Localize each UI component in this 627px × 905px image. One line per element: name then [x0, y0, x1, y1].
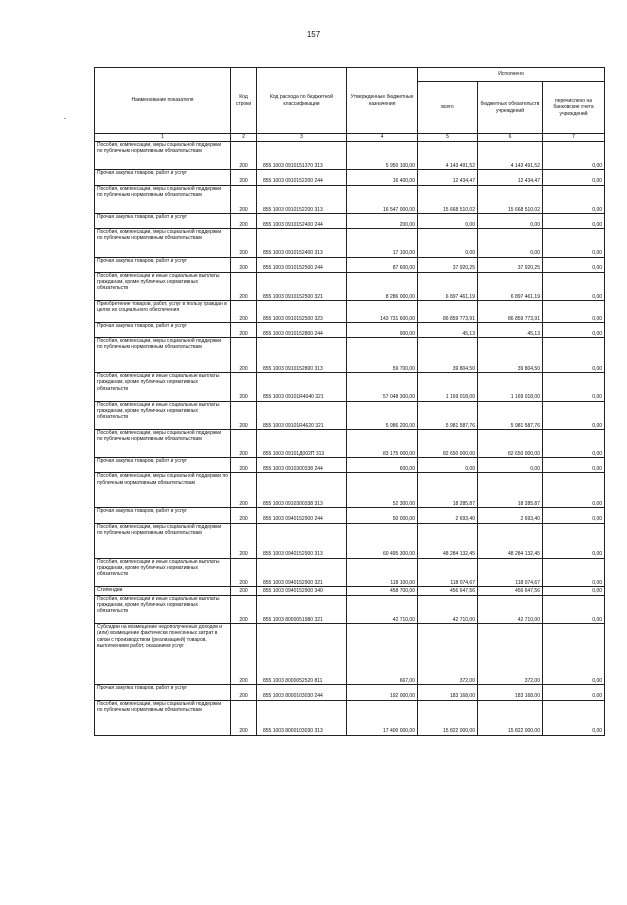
row-code: 200: [231, 700, 257, 735]
row-name: Пособия, компенсации, меры социальной поддержки по публичным нормативным обязательствам: [95, 338, 231, 373]
row-total: 48 284 132,45: [418, 523, 478, 558]
row-transferred: 0,00: [543, 429, 605, 457]
row-approved: 667,00: [347, 624, 418, 685]
row-approved: 17 400 000,00: [347, 700, 418, 735]
row-approved: 60 495 300,00: [347, 523, 418, 558]
row-total: 2 693,40: [418, 508, 478, 523]
row-classification: 855 1003 8000103030 244: [257, 685, 347, 700]
row-classification: 855 1003 8000103030 313: [257, 700, 347, 735]
row-total: 4 143 491,52: [418, 142, 478, 170]
row-total: 86 859 773,91: [418, 301, 478, 323]
row-approved: 8 286 000,00: [347, 272, 418, 300]
row-name: Пособия, компенсация, меры социальной поддержки по публичным нормативным обязательствам: [95, 473, 231, 508]
row-classification: 855 1003 8000052520 811: [257, 624, 347, 685]
row-total: 1 169 018,00: [418, 373, 478, 401]
row-transferred: 0,00: [543, 257, 605, 272]
row-approved: 458 700,00: [347, 587, 418, 596]
row-total: 37 920,25: [418, 257, 478, 272]
row-approved: 16 547 000,00: [347, 185, 418, 213]
row-budget-obligations: 82 650 000,00: [478, 429, 543, 457]
row-total: 39 804,50: [418, 338, 478, 373]
row-budget-obligations: 372,00: [478, 624, 543, 685]
row-total: 456 647,56: [418, 587, 478, 596]
row-code: 200: [231, 523, 257, 558]
row-transferred: 0,00: [543, 142, 605, 170]
row-name: Прочая закупка товаров, работ и услуг: [95, 508, 231, 523]
row-approved: 5 986 200,00: [347, 401, 418, 429]
header-classification: Код расхода по бюджетной классификации: [257, 68, 347, 134]
row-code: 200: [231, 257, 257, 272]
row-total: 0,00: [418, 229, 478, 257]
row-approved: 17 100,00: [347, 229, 418, 257]
header-approved: Утвержденные бюджетные назначения: [347, 68, 418, 134]
row-transferred: 0,00: [543, 473, 605, 508]
row-code: 200: [231, 458, 257, 473]
row-budget-obligations: 42 710,00: [478, 595, 543, 623]
row-transferred: 0,00: [543, 373, 605, 401]
row-name: Прочая закупка товаров, работ и услуг: [95, 458, 231, 473]
row-budget-obligations: 183 168,00: [478, 685, 543, 700]
row-approved: 900,00: [347, 322, 418, 337]
row-total: 45,13: [418, 322, 478, 337]
row-code: 200: [231, 213, 257, 228]
table-row: [95, 185, 605, 213]
row-transferred: 0,00: [543, 272, 605, 300]
row-total: 15 668 510,02: [418, 185, 478, 213]
row-approved: 118 100,00: [347, 558, 418, 586]
row-code: 200: [231, 338, 257, 373]
row-name: Пособия, компенсации, меры социальной поддержки по публичным нормативным обязательствам: [95, 229, 231, 257]
row-code: 200: [231, 301, 257, 323]
row-classification: 855 1003 09101R4620 321: [257, 401, 347, 429]
column-number: 2: [231, 134, 257, 142]
row-transferred: 0,00: [543, 685, 605, 700]
table-row: [95, 558, 605, 586]
table-row: [95, 473, 605, 508]
row-approved: 59 700,00: [347, 338, 418, 373]
header-budget-obligations: бюджетных обязательств учреждений: [478, 82, 543, 134]
row-name: Пособия, компенсации, меры социальной поддержки по публичным нормативным обязательствам: [95, 185, 231, 213]
row-budget-obligations: 15 668 510,02: [478, 185, 543, 213]
table-row: [95, 700, 605, 735]
row-transferred: 0,00: [543, 322, 605, 337]
row-name: Пособия, компенсации, меры социальной поддержки по публичным нормативным обязательствам: [95, 523, 231, 558]
row-classification: 855 1003 0910152400 244: [257, 213, 347, 228]
row-name: Пособия, компенсации, меры социальной поддержки по публичным нормативным обязательствам: [95, 700, 231, 735]
table-row: [95, 401, 605, 429]
row-name: Стипендии: [95, 587, 231, 596]
column-number: 4: [347, 134, 418, 142]
row-name: Прочая закупка товаров, работ и услуг: [95, 685, 231, 700]
row-budget-obligations: 0,00: [478, 213, 543, 228]
table-row: [95, 523, 605, 558]
row-name: Пособия, компенсации и иные социальные выплаты гражданам, кроме публичных нормативных обязательств: [95, 595, 231, 623]
row-code: 200: [231, 401, 257, 429]
header-name: Наименование показателя: [95, 68, 231, 134]
row-total: 0,00: [418, 458, 478, 473]
row-budget-obligations: 456 647,56: [478, 587, 543, 596]
page-number: 157: [306, 30, 321, 39]
row-budget-obligations: 1 169 018,00: [478, 373, 543, 401]
row-name: Пособия, компенсации и иные социальные выплаты гражданам, кроме публичных нормативных обязательств: [95, 558, 231, 586]
row-classification: 855 1003 0940152900 244: [257, 508, 347, 523]
row-classification: 855 1003 09101Д002П 313: [257, 429, 347, 457]
budget-execution-table: [94, 67, 605, 736]
row-approved: 16 400,00: [347, 170, 418, 185]
table-row: [95, 373, 605, 401]
row-approved: 600,00: [347, 458, 418, 473]
table-row: [95, 429, 605, 457]
row-name: Прочая закупка товаров, работ и услуг: [95, 170, 231, 185]
row-approved: 192 000,00: [347, 685, 418, 700]
row-total: 15 822 000,00: [418, 700, 478, 735]
table-row: [95, 624, 605, 685]
row-approved: 57 048 300,00: [347, 373, 418, 401]
table-row: [95, 595, 605, 623]
row-code: 200: [231, 322, 257, 337]
row-classification: 855 1003 0940152900 313: [257, 523, 347, 558]
row-budget-obligations: 0,00: [478, 229, 543, 257]
row-code: 200: [231, 229, 257, 257]
row-transferred: 0,00: [543, 401, 605, 429]
row-budget-obligations: 6 897 461,19: [478, 272, 543, 300]
row-name: Пособия, компенсации и иные социальные выплаты гражданам, кроме публичных нормативных обязательств: [95, 373, 231, 401]
row-classification: 855 1003 0910300338 244: [257, 458, 347, 473]
row-transferred: 0,00: [543, 587, 605, 596]
row-transferred: 0,00: [543, 624, 605, 685]
row-total: 118 074,67: [418, 558, 478, 586]
column-number: 6: [478, 134, 543, 142]
row-budget-obligations: 4 143 491,52: [478, 142, 543, 170]
table-row: [95, 508, 605, 523]
row-classification: 855 1003 09101R4040 321: [257, 373, 347, 401]
row-name: Прочая закупка товаров, работ и услуг: [95, 213, 231, 228]
row-code: 200: [231, 624, 257, 685]
row-budget-obligations: 37 920,25: [478, 257, 543, 272]
header-executed: Исполнено: [418, 68, 605, 82]
row-approved: 42 710,00: [347, 595, 418, 623]
row-transferred: 0,00: [543, 301, 605, 323]
table-row: [95, 322, 605, 337]
row-transferred: 0,00: [543, 700, 605, 735]
table-row: [95, 170, 605, 185]
table-row: [95, 213, 605, 228]
row-transferred: 0,00: [543, 458, 605, 473]
row-name: Субсидии на возмещение недополученных доходов и (или) возмещение фактически понесенных затрат в связи с производством (реализацией) товаров, выполнением работ, оказанием услуг: [95, 624, 231, 685]
row-budget-obligations: 2 693,40: [478, 508, 543, 523]
row-classification: 855 1003 0910152500 244: [257, 257, 347, 272]
row-code: 200: [231, 558, 257, 586]
row-total: 0,00: [418, 213, 478, 228]
row-name: Пособия, компенсации и иные социальные выплаты гражданам, кроме публичных нормативных обязательств: [95, 401, 231, 429]
row-budget-obligations: 48 284 132,45: [478, 523, 543, 558]
row-classification: 855 1003 0910152800 244: [257, 322, 347, 337]
row-budget-obligations: 45,13: [478, 322, 543, 337]
table-row: [95, 587, 605, 596]
row-total: 12 434,47: [418, 170, 478, 185]
row-budget-obligations: 18 285,87: [478, 473, 543, 508]
row-approved: 5 950 100,00: [347, 142, 418, 170]
table-row: [95, 272, 605, 300]
row-name: Пособия, компенсации, меры социальной поддержки по публичным нормативным обязательствам: [95, 142, 231, 170]
row-name: Пособия, компенсации и иные социальные выплаты гражданам, кроме публичных нормативных обязательств: [95, 272, 231, 300]
column-number: 1: [95, 134, 231, 142]
row-budget-obligations: 0,00: [478, 458, 543, 473]
row-total: 82 650 000,00: [418, 429, 478, 457]
margin-mark: -: [64, 116, 66, 122]
table-row: [95, 458, 605, 473]
row-transferred: 0,00: [543, 338, 605, 373]
row-classification: 855 1003 0910152200 244: [257, 170, 347, 185]
row-code: 200: [231, 473, 257, 508]
table-row: [95, 257, 605, 272]
row-code: 200: [231, 272, 257, 300]
row-approved: 83 175 000,00: [347, 429, 418, 457]
row-classification: 855 1003 0910152500 323: [257, 301, 347, 323]
row-total: 372,00: [418, 624, 478, 685]
column-numbers-row: [95, 134, 605, 142]
row-transferred: 0,00: [543, 170, 605, 185]
row-classification: 855 1003 0940152900 321: [257, 558, 347, 586]
row-classification: 855 1003 0910300338 313: [257, 473, 347, 508]
table-body: [95, 142, 605, 736]
row-code: 200: [231, 685, 257, 700]
table-row: [95, 142, 605, 170]
table-row: [95, 301, 605, 323]
row-code: 200: [231, 170, 257, 185]
row-name: Прочая закупка товаров, работ и услуг: [95, 322, 231, 337]
row-budget-obligations: 12 434,47: [478, 170, 543, 185]
header-transferred: перечислено на банковские счета учреждений: [543, 82, 605, 134]
row-total: 42 710,00: [418, 595, 478, 623]
row-name: Прочая закупка товаров, работ и услуг: [95, 257, 231, 272]
row-classification: 855 1003 0940152900 340: [257, 587, 347, 596]
row-transferred: 0,00: [543, 229, 605, 257]
row-code: 200: [231, 142, 257, 170]
row-budget-obligations: 5 981 587,76: [478, 401, 543, 429]
row-budget-obligations: 39 804,50: [478, 338, 543, 373]
row-total: 6 897 461,19: [418, 272, 478, 300]
column-number: 7: [543, 134, 605, 142]
row-code: 200: [231, 373, 257, 401]
row-classification: 855 1003 0910152400 313: [257, 229, 347, 257]
row-budget-obligations: 86 859 773,91: [478, 301, 543, 323]
row-code: 200: [231, 429, 257, 457]
row-transferred: 0,00: [543, 558, 605, 586]
row-budget-obligations: 15 822 000,00: [478, 700, 543, 735]
row-code: 200: [231, 185, 257, 213]
row-approved: 52 300,00: [347, 473, 418, 508]
row-name: Приобретение товаров, работ, услуг в пользу граждан в целях их социального обеспечения: [95, 301, 231, 323]
row-code: 200: [231, 508, 257, 523]
header-total: всего: [418, 82, 478, 134]
table-row: [95, 229, 605, 257]
row-transferred: 0,00: [543, 595, 605, 623]
row-code: 200: [231, 587, 257, 596]
row-classification: 855 1003 0910151370 313: [257, 142, 347, 170]
row-classification: 855 1003 8000051980 321: [257, 595, 347, 623]
header-code: Код строки: [231, 68, 257, 134]
column-number: 3: [257, 134, 347, 142]
row-transferred: 0,00: [543, 185, 605, 213]
row-transferred: 0,00: [543, 523, 605, 558]
row-classification: 855 1003 0910152800 313: [257, 338, 347, 373]
row-total: 183 168,00: [418, 685, 478, 700]
row-transferred: 0,00: [543, 213, 605, 228]
column-number: 5: [418, 134, 478, 142]
row-name: Пособия, компенсации, меры социальной поддержки по публичным нормативным обязательствам: [95, 429, 231, 457]
row-approved: 200,00: [347, 213, 418, 228]
row-code: 200: [231, 595, 257, 623]
row-total: 18 285,87: [418, 473, 478, 508]
row-classification: 855 1003 0910152200 313: [257, 185, 347, 213]
row-transferred: 0,00: [543, 508, 605, 523]
row-approved: 87 600,00: [347, 257, 418, 272]
row-approved: 50 000,00: [347, 508, 418, 523]
table-row: [95, 338, 605, 373]
row-approved: 143 731 600,00: [347, 301, 418, 323]
row-budget-obligations: 118 074,67: [478, 558, 543, 586]
row-classification: 855 1003 0910152500 321: [257, 272, 347, 300]
row-total: 5 981 587,76: [418, 401, 478, 429]
table-row: [95, 685, 605, 700]
